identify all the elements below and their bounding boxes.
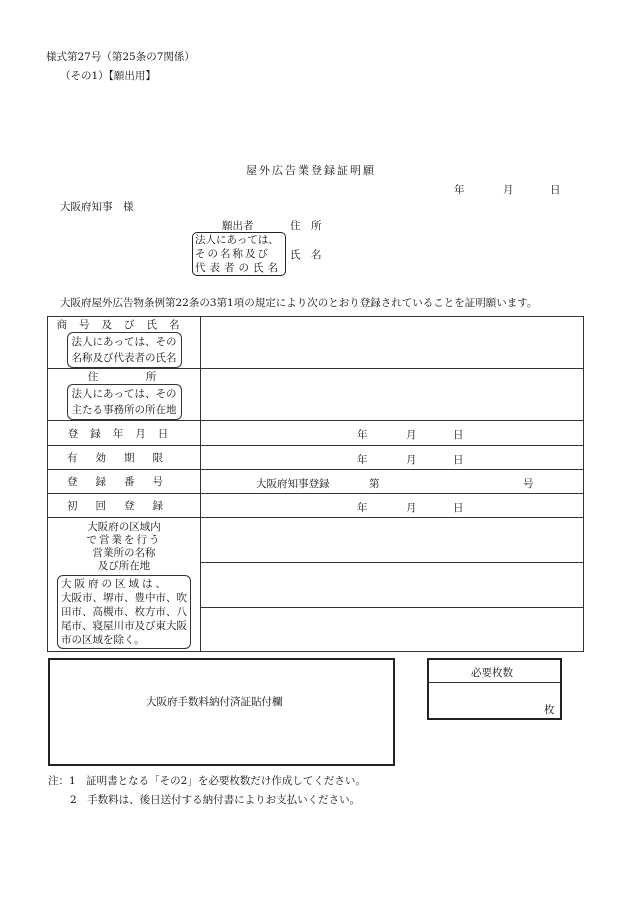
address-field[interactable]: [201, 369, 584, 421]
first-reg-field[interactable]: 年 月 日: [201, 494, 584, 518]
office-line-3[interactable]: [201, 608, 583, 651]
validity-label: 有効期限: [48, 446, 201, 470]
copy-count-label: 必要枚数: [471, 667, 513, 679]
reg-no-label: 登録番号: [48, 470, 201, 494]
table-row: [48, 518, 584, 652]
address-label: 住 所 法人にあっては、その 主たる事務所の所在地: [48, 369, 201, 421]
first-reg-label: 初回登録: [48, 494, 201, 518]
validity-field[interactable]: 年 月 日: [201, 446, 584, 470]
fee-stamp-box: [48, 658, 395, 766]
corp-note: 法人にあっては、 その名称及び 代表者の氏名: [195, 234, 282, 274]
table-row: [48, 369, 584, 421]
office-line-1[interactable]: [201, 518, 583, 563]
reg-date-field[interactable]: 年 月 日: [201, 421, 584, 446]
copy-count-box: [427, 658, 562, 720]
offices-label: 大阪府の区域内 で営業を行う 営業所の名称 及び所在地 大阪府の区域は、 大阪市、堺市、豊中市、吹 田市、高槻市、枚方市、八 尾市、寝屋川市及び東大阪 市の区域を除く。: [48, 518, 201, 652]
applicant-address-label: 住 所: [290, 220, 322, 232]
document-title: 屋外広告業登録証明願: [246, 164, 376, 177]
office-line-2[interactable]: [201, 563, 583, 608]
trade-name-field[interactable]: [201, 317, 584, 369]
date-year: 年: [454, 184, 465, 196]
reg-no-field[interactable]: 大阪府知事登録 第 号: [201, 470, 584, 494]
registration-table: [47, 316, 584, 652]
form-number: 様式第27号（第25条の7関係）: [46, 51, 195, 63]
reg-date-label: 登録年月日: [48, 421, 201, 446]
table-row: [48, 470, 584, 494]
trade-name-label: 商号及び氏名 法人にあっては、その 名称及び代表者の氏名: [48, 317, 201, 369]
statement: 大阪府屋外広告物条例第22条の3第1項の規定により次のとおり登録されていることを証明願います。: [60, 297, 538, 309]
applicant-name-label: 氏 名: [290, 249, 322, 261]
copy-count-unit: 枚: [544, 704, 555, 716]
date-day: 日: [550, 184, 561, 196]
table-row: [48, 421, 584, 446]
offices-field[interactable]: [201, 518, 584, 652]
fee-stamp-label: 大阪府手数料納付済証貼付欄: [146, 696, 283, 708]
table-row: [48, 317, 584, 369]
note-2: 2 手数料は、後日送付する納付書によりお支払いください。: [70, 794, 361, 806]
addressee: 大阪府知事 様: [60, 201, 134, 213]
form-subtitle: （その1）【願出用】: [60, 70, 156, 82]
date-month: 月: [503, 184, 514, 196]
applicant-label: 願出者: [222, 220, 254, 232]
table-row: [48, 494, 584, 518]
note-1: 注：1 証明書となる「その2」を必要枚数だけ作成してください。: [48, 775, 366, 787]
table-row: [48, 446, 584, 470]
